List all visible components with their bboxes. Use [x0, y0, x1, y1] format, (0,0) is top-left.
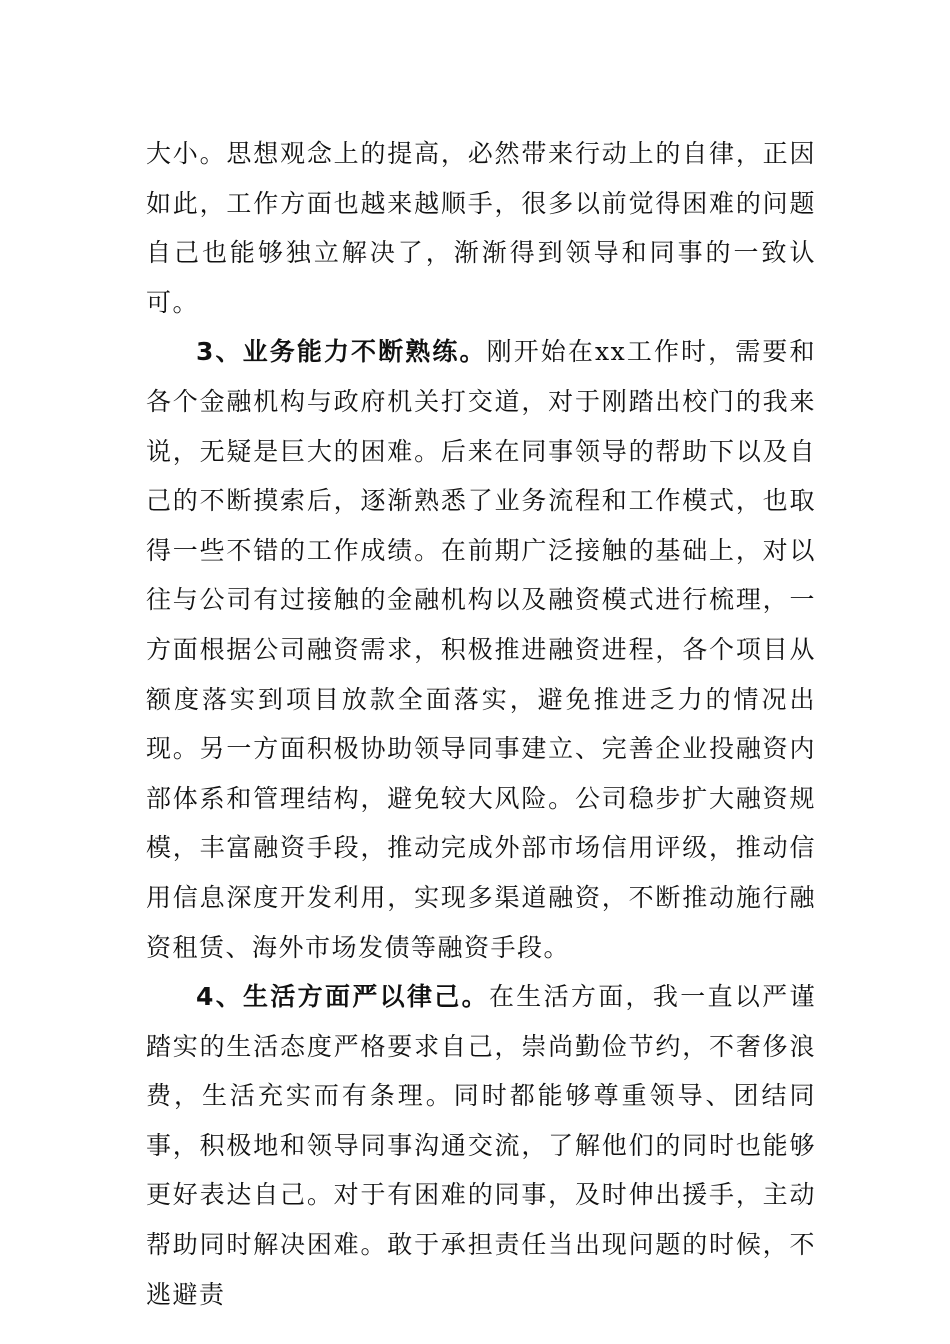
paragraph-life-discipline — [146, 972, 816, 1319]
paragraph-body: 刚开始在xx工作时，需要和各个金融机构与政府机关打交道，对于刚踏出校门的我来说，无疑是巨大的困难。后来在同事领导的帮助下以及自己的不断摸索后，逐渐熟悉了业务流程和工作模式，也取得一些不错的工作成绩。在前期广泛接触的基础上，对以往与公司有过接触的金融机构以及融资模式进行梳理，一方面根据公司融资需求，积极推进融资进程，各个项目从额度落实到项目放款全面落实，避免推进乏力的情况出现。另一方面积极协助领导同事建立、完善企业投融资内部体系和管理结构，避免较大风险。公司稳步扩大融资规模，丰富融资手段，推动完成外部市场信用评级，推动信用信息深度开发利用，实现多渠道融资，不断推动施行融资租赁、海外市场发债等融资手段。 — [146, 337, 816, 962]
document-body — [146, 129, 816, 1319]
paragraph-heading: 3、业务能力不断熟练。 — [196, 337, 487, 367]
paragraph-body: 大小。思想观念上的提高，必然带来行动上的自律，正因如此，工作方面也越来越顺手，很多以前觉得困难的问题自己也能够独立解决了，渐渐得到领导和同事的一致认可。 — [146, 139, 816, 317]
paragraph-business-ability — [146, 327, 816, 972]
paragraph-body: 在生活方面，我一直以严谨踏实的生活态度严格要求自己，崇尚勤俭节约，不奢侈浪费，生活充实而有条理。同时都能够尊重领导、团结同事，积极地和领导同事沟通交流，了解他们的同时也能够更好表达自己。对于有困难的同事，及时伸出援手，主动帮助同时解决困难。敢于承担责任当出现问题的时候，不逃避责 — [146, 982, 816, 1309]
paragraph-continuation — [146, 129, 816, 327]
paragraph-heading: 4、生活方面严以律己。 — [196, 982, 489, 1012]
